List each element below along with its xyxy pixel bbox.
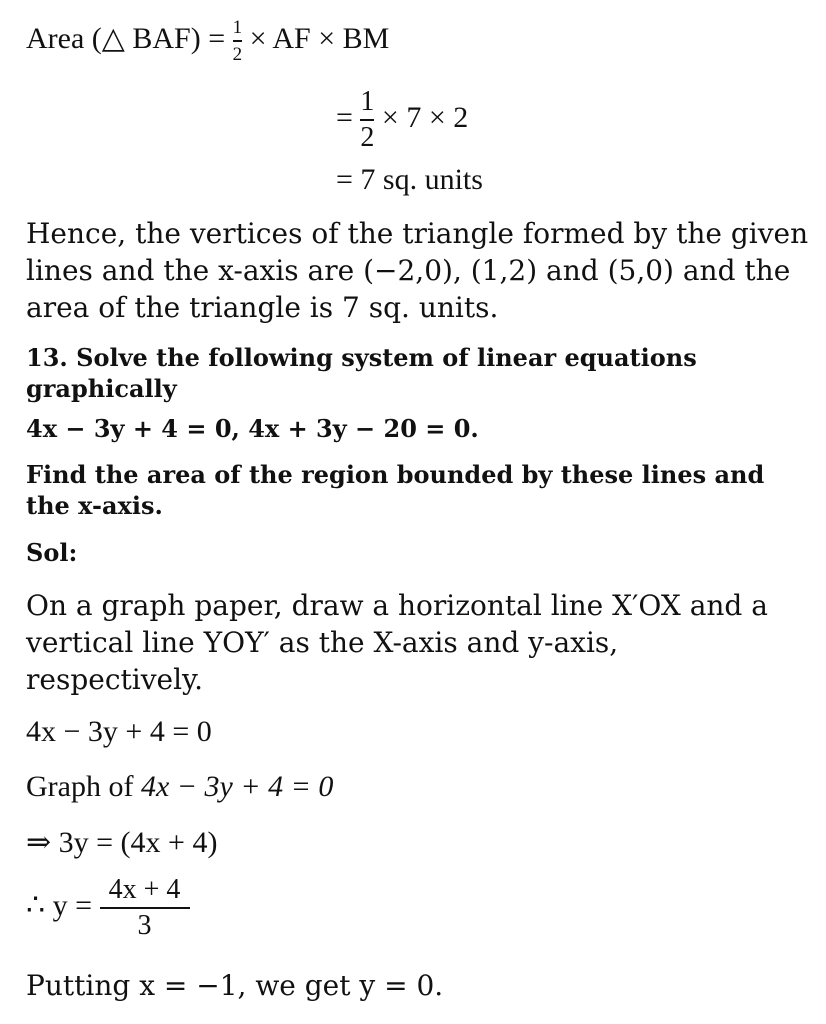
fraction-denominator: 2 <box>360 122 375 153</box>
equation-1: 4x − 3y + 4 = 0 <box>26 715 212 748</box>
question-line-1: 13. Solve the following system of linear equations <box>26 343 697 372</box>
equals-sign: = <box>336 100 353 134</box>
fraction-numerator: 4x + 4 <box>108 874 181 905</box>
area-formula <box>26 18 389 64</box>
area-half-fraction <box>233 18 243 64</box>
graph-prefix: Graph of <box>26 770 134 803</box>
conclusion-line-3: area of the triangle is 7 sq. units. <box>26 291 499 324</box>
step2-rhs: × 7 × 2 <box>381 100 469 134</box>
graph-equation: 4x − 3y + 4 = 0 <box>140 770 334 803</box>
area-formula-lhs: Area (△ BAF) = <box>26 21 226 55</box>
fraction-numerator: 1 <box>360 86 375 117</box>
question-line-2: graphically <box>26 374 177 403</box>
question-task-2: the x-axis. <box>26 491 163 520</box>
conclusion-line-1: Hence, the vertices of the triangle formed by the given <box>26 217 809 250</box>
y-fraction <box>100 876 190 940</box>
area-formula-rhs: × AF × BM <box>249 21 390 55</box>
area-step-3: = 7 sq. units <box>336 163 483 196</box>
therefore-lhs: ∴ y = <box>26 888 93 922</box>
solution-para-line-1: On a graph paper, draw a horizontal line X′OX and a <box>26 589 768 622</box>
question-task-1: Find the area of the region bounded by these lines and <box>26 460 765 489</box>
therefore-step <box>26 876 190 940</box>
solution-para-line-3: respectively. <box>26 663 204 696</box>
solution-label: Sol: <box>26 538 78 567</box>
step2-half-fraction <box>360 88 374 152</box>
graph-of-equation <box>26 770 333 804</box>
conclusion-line-2: lines and the x-axis are (−2,0), (1,2) and (5,0) and the <box>26 254 791 287</box>
area-step-2 <box>336 88 468 152</box>
fraction-numerator: 1 <box>232 17 243 38</box>
fraction-denominator: 3 <box>137 910 152 941</box>
solution-para-line-2: vertical line YOY′ as the X-axis and y-axis, <box>26 626 619 659</box>
putting-step: Putting x = −1, we get y = 0. <box>26 969 444 1002</box>
implies-step: ⇒ 3y = (4x + 4) <box>26 826 218 859</box>
fraction-denominator: 2 <box>232 44 243 65</box>
question-equations: 4x − 3y + 4 = 0, 4x + 3y − 20 = 0. <box>26 414 479 443</box>
